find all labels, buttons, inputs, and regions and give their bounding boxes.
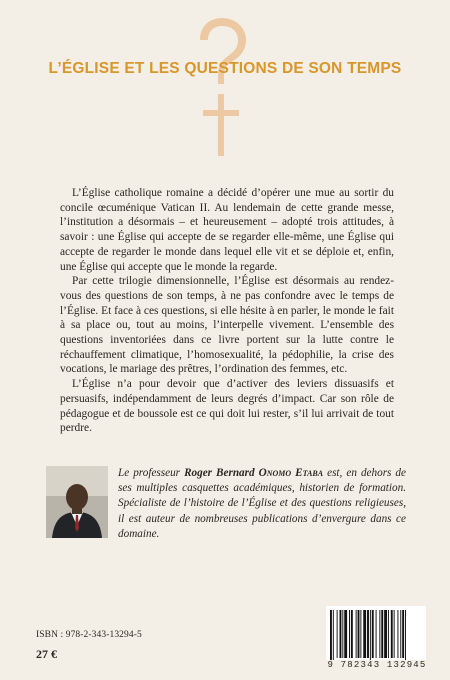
blurb-paragraph-2: Par cette trilogie dimensionnelle, l’Église est désormais au rendez-vous des questions de son temps, à ne pas confondre avec le temps de l’Église. Et face à ces questions, si elle hésite à en parler, le monde le fait à sa place ou, tout au moins, l’interpelle vivement. L’ensemble des questions inventoriées dans ce livre portent sur la lutte contre le réchauffement climatique, l’homosexualité, la pédophilie, la crise des vocations, le mariage des prêtres, l’ordination des femmes, etc. <box>60 275 394 376</box>
barcode-digits: 9 782343 132945 <box>322 660 432 670</box>
blurb-paragraph-3: L’Église n’a pour devoir que d’activer des leviers dissuasifs et persuasifs, indépendamment de leurs degrés d’impact. Car son rôle de pédagogue et de boussole est ce qui doit lui rester, s’il lui arrivait de tout perdre. <box>60 378 394 435</box>
author-photo <box>46 466 108 538</box>
author-bio-prefix: Le professeur <box>118 467 185 479</box>
author-first-name: Roger Bernard <box>184 467 259 479</box>
back-cover-blurb <box>60 186 394 436</box>
blurb-paragraph-1: L’Église catholique romaine a décidé d’opérer une mue au sortir du concile œcuménique Vatican II. Au lendemain de cette grande messe, l’institution a désormais – et heureusement – adopté trois attitudes, à savoir : une Église qui accepte de se regarder elle-même, une Église qui accepte de regarder le monde dans lequel elle vit et se déploie et, enfin, une Église qui accepte que le monde la regarde. <box>60 187 394 273</box>
question-mark-cross-icon <box>190 18 254 158</box>
author-bio-text: est, en dehors de ses multiples casquettes académiques, historien de formation. Spécialiste de l’histoire de l’Église et des questions religieuses, il est auteur de nombreuses publications d’envergure dans ce domaine. <box>118 467 406 540</box>
book-title: L’ÉGLISE ET LES QUESTIONS DE SON TEMPS <box>48 60 402 77</box>
isbn-label: ISBN : 978-2-343-13294-5 <box>36 630 142 640</box>
author-last-name: Onomo Etaba <box>258 467 324 479</box>
price-label: 27 € <box>36 647 57 661</box>
author-bio <box>118 466 406 542</box>
author-name <box>184 467 323 479</box>
